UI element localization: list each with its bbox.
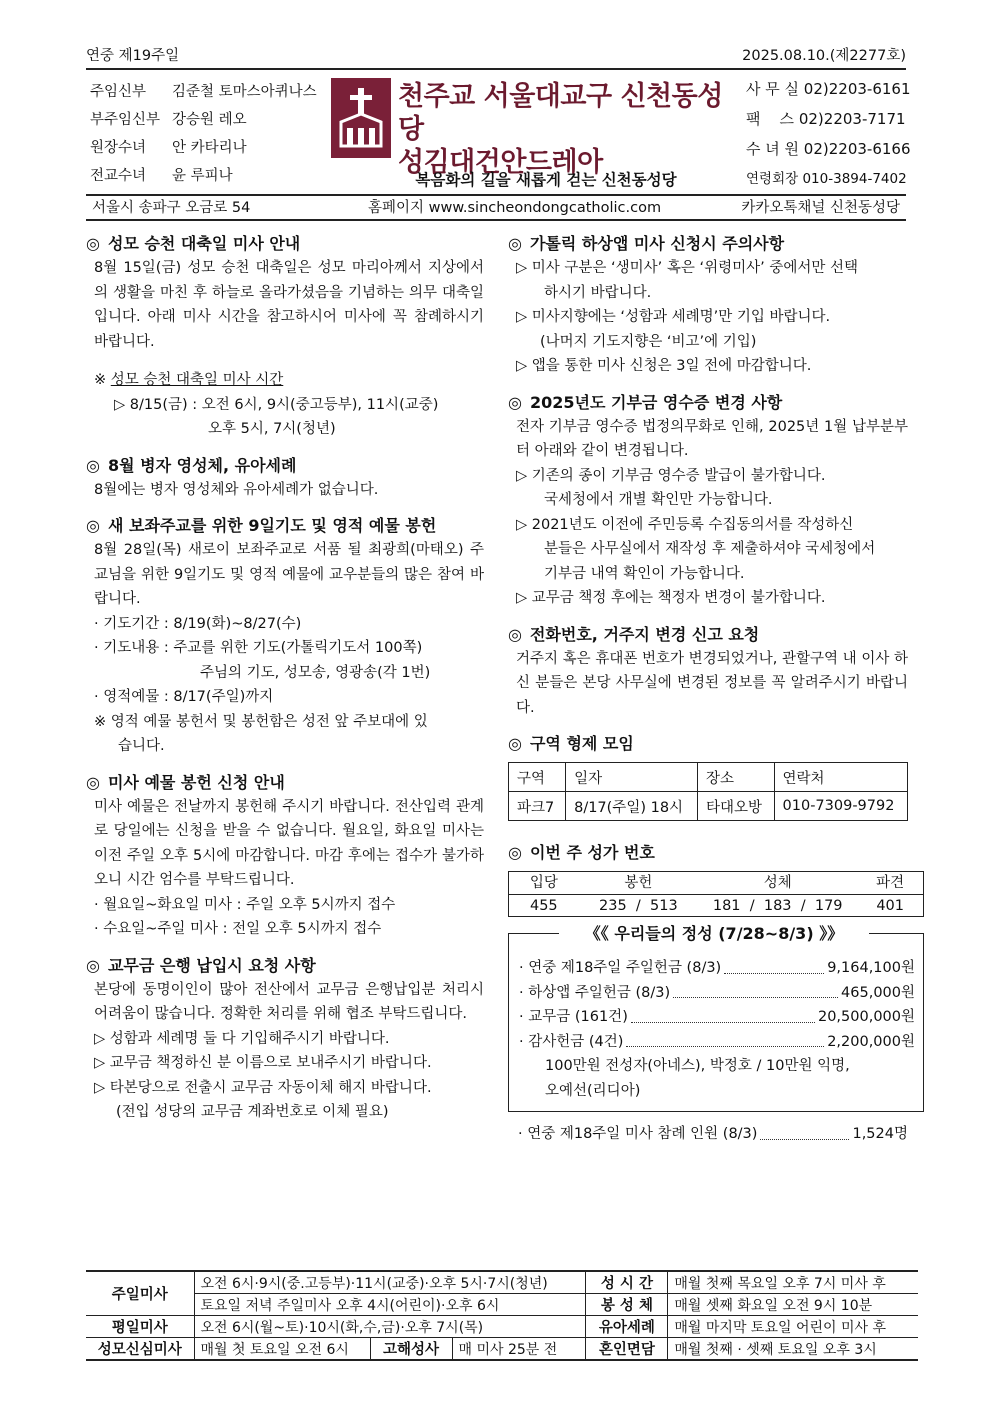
list-item: ▷ 2021년도 이전에 주민등록 수집동의서를 작성하신 (516, 516, 854, 533)
marriage-counsel-time: 매월 첫째 · 셋째 토요일 오후 3시 (668, 1338, 918, 1361)
donor-names: 오예선(리디아) (545, 1082, 641, 1099)
section-mass-intention (86, 771, 484, 942)
section-hymns (508, 841, 908, 917)
section-bank-payment (86, 954, 484, 1125)
section-assumption (86, 232, 484, 442)
section-title: ◎ 교무금 은행 납입시 요청 사항 (86, 955, 316, 975)
list-item: 주님의 기도, 성모송, 영광송(각 1번) (200, 664, 431, 681)
list-item: 분들은 사무실에서 재작성 후 제출하셔야 국세청에서 (544, 541, 876, 557)
marriage-counsel-label: 혼인면담 (586, 1338, 668, 1361)
contact-list (746, 74, 911, 194)
staff-row: 전교수녀 윤 루피나 (90, 168, 233, 184)
issue-line (86, 44, 906, 66)
communion-visit-label: 봉 성 체 (586, 1294, 668, 1316)
address-bar (86, 196, 906, 218)
list-item: 국세청에서 개별 확인만 가능합니다. (544, 492, 773, 508)
church-logo-icon (331, 78, 391, 158)
sub-heading: ※ 성모 승천 대축일 미사 시간 (94, 372, 284, 388)
list-item: (나머지 기도지향은 ‘비고’에 기입) (540, 333, 757, 350)
list-item: · 월요일~화요일 미사 : 주일 오후 5시까지 접수 (94, 896, 396, 913)
marian-mass-time: 매월 첫 토요일 오전 6시 (194, 1338, 370, 1361)
weekday-mass-label: 평일미사 (86, 1316, 194, 1338)
contact-fax: 팩 스 02)2203-7171 (746, 110, 906, 128)
list-item: · 기도내용 : 주교를 위한 기도(가톨릭기도서 100쪽) (94, 640, 423, 656)
church-slogan: 복음화의 길을 새롭게 걷는 신천동성당 (415, 171, 677, 189)
list-item: ▷ 교무금 책정하신 분 이름으로 보내주시기 바랍니다. (94, 1055, 432, 1071)
list-item: ▷ 기존의 종이 기부금 영수증 발급이 불가합니다. (516, 467, 826, 484)
section-body: 거주지 혹은 휴대폰 번호가 변경되었거나, 관할구역 내 이사 하신 분들은 본당 사무실에 변경된 정보를 꼭 알려주시기 바랍니다. (516, 650, 908, 716)
attendance-row: · 연중 제18주일 미사 참례 인원 (8/3) 1,524명 (508, 1122, 908, 1147)
list-item: ▷ 앱을 통한 미사 신청은 3일 전에 마감합니다. (516, 358, 812, 374)
section-title: ◎ 전화번호, 거주지 변경 신고 요청 (508, 624, 760, 644)
saturday-vigil-times: 토요일 저녁 주일미사 오후 4시(어린이)·오후 6시 (194, 1294, 586, 1316)
weekday-mass-times: 오전 6시(월~토)·10시(화,수,금)·오후 7시(목) (194, 1316, 586, 1338)
offerings-title: 《《 우리들의 정성 (7/28~8/3) 》》 (559, 922, 869, 946)
list-item: · 영적예물 : 8/17(주일)까지 (94, 689, 274, 705)
note: ※ 영적 예물 봉헌서 및 봉헌함은 성전 앞 주보대에 있 (94, 713, 428, 730)
offering-row: · 감사헌금 (4건) 2,200,000원 (519, 1030, 915, 1055)
offering-row: · 하상앱 주일헌금 (8/3) 465,000원 (519, 981, 915, 1006)
section-title: ◎ 새 보좌주교를 위한 9일기도 및 영적 예물 봉헌 (86, 516, 437, 535)
address: 서울시 송파구 오금로 54 (92, 200, 251, 216)
donor-names: 100만원 전성자(아네스), 박정호 / 10만원 익명, (545, 1058, 850, 1074)
mass-schedule (86, 1270, 918, 1361)
divider (86, 219, 906, 221)
list-item: ▷ 미사 구분은 ‘생미사’ 혹은 ‘위령미사’ 중에서만 선택 (516, 260, 858, 276)
section-sick-communion (86, 454, 484, 503)
section-title: ◎ 이번 주 성가 번호 (508, 843, 655, 862)
homepage-link[interactable]: 홈페이지 www.sincheondongcatholic.com (368, 200, 662, 216)
mass-time-line: 오후 5시, 7시(청년) (208, 421, 336, 437)
holy-hour-label: 성 시 간 (586, 1271, 668, 1294)
left-column (86, 232, 484, 1137)
contact-office: 사 무 실 02)2203-6161 (746, 80, 911, 98)
confession-label: 고해성사 (370, 1338, 452, 1361)
section-district-meeting (508, 732, 908, 821)
infant-baptism-time: 매월 마지막 토요일 어린이 미사 후 (668, 1316, 918, 1338)
section-title: ◎ 성모 승천 대축일 미사 안내 (86, 234, 301, 253)
staff-row: 부주임신부 강승원 레오 (90, 112, 247, 128)
church-logo (331, 78, 391, 158)
hymn-table (508, 871, 924, 917)
meeting-table (508, 762, 908, 821)
staff-row: 주임신부 김준철 토마스아퀴나스 (90, 84, 317, 100)
marian-mass-label: 성모신심미사 (86, 1338, 194, 1361)
list-item: · 수요일~주일 미사 : 전일 오후 5시까지 접수 (94, 921, 382, 937)
church-name: 천주교 서울대교구 신천동성당 성김대건안드레아 (398, 81, 723, 178)
mass-time-line: ▷ 8/15(금) : 오전 6시, 9시(중고등부), 11시(교중) (114, 396, 439, 413)
staff-list (90, 78, 340, 190)
list-item: ▷ 미사지향에는 ‘성함과 세례명’만 기입 바랍니다. (516, 309, 831, 325)
kakao-channel: 카카오톡채널 신천동성당 (741, 200, 900, 216)
divider (86, 68, 906, 70)
section-title: ◎ 8월 병자 영성체, 유아세례 (86, 455, 297, 475)
section-title: ◎ 구역 형제 모임 (508, 734, 634, 753)
contact-funeral: 연령회장 010-3894-7402 (746, 171, 907, 187)
right-column (508, 232, 915, 1147)
section-donation-receipt (508, 391, 908, 611)
list-item: ▷ 교무금 책정 후에는 책정자 변경이 불가합니다. (516, 590, 826, 606)
table-row: 파크7 8/17(주일) 18시 타대오방 010-7309-9792 (509, 792, 908, 821)
hymn-value-row: 455 235 / 513 181 / 183 / 179 401 (509, 894, 923, 916)
section-title: ◎ 가톨릭 하상앱 미사 신청시 주의사항 (508, 234, 785, 253)
note: 습니다. (118, 738, 165, 754)
schedule-table (86, 1270, 918, 1361)
list-item: (전입 성당의 교무금 계좌번호로 이체 필요) (116, 1104, 389, 1120)
issue-date: 2025.08.10.(제2277호) (742, 48, 906, 64)
bulletin-header (86, 74, 911, 194)
contact-convent: 수 녀 원 02)2203-6166 (746, 140, 911, 158)
list-item: ▷ 타본당으로 전출시 교무금 자동이체 해지 바랍니다. (94, 1079, 432, 1096)
section-body: 8월에는 병자 영성체와 유아세례가 없습니다. (94, 481, 379, 498)
section-title: ◎ 2025년도 기부금 영수증 변경 사항 (508, 392, 783, 412)
hymn-header-row: 입당 봉헌 성체 파견 (529, 875, 905, 891)
confession-time: 매 미사 25분 전 (452, 1338, 586, 1361)
offering-row: · 교무금 (161건) 20,500,000원 (519, 1005, 915, 1030)
list-item: · 기도기간 : 8/19(화)~8/27(수) (94, 615, 302, 632)
section-body: 전자 기부금 영수증 법정의무화로 인해, 2025년 1월 납부분부터 아래와 같이 변경됩니다. (516, 418, 908, 459)
sunday-mass-times: 오전 6시·9시(중.고등부)·11시(교중)·오후 5시·7시(청년) (194, 1271, 586, 1294)
list-item: ▷ 성함과 세례명 둘 다 기입해주시기 바랍니다. (94, 1030, 390, 1047)
offering-row: · 연중 제18주일 주일헌금 (8/3) 9,164,100원 (519, 956, 915, 981)
holy-hour-time: 매월 첫째 목요일 오후 7시 미사 후 (668, 1271, 918, 1294)
communion-visit-time: 매월 셋째 화요일 오전 9시 10분 (668, 1294, 918, 1316)
list-item: 기부금 내역 확인이 가능합니다. (544, 565, 745, 582)
section-title: ◎ 미사 예물 봉헌 신청 안내 (86, 772, 285, 792)
section-hasang-app (508, 232, 908, 379)
table-header-row: 구역 일자 장소 연락처 (509, 763, 908, 792)
staff-row: 원장수녀 안 카타리나 (90, 140, 247, 156)
section-body: 미사 예물은 전날까지 봉헌해 주시기 바랍니다. 전산입력 관계로 당일에는 신청을 받을 수 없습니다. 월요일, 화요일 미사는 이전 주일 오후 5시에 마감합니다. 마감 후에는 접수가 불가하오니 시간 엄수를 부탁드립니다. (94, 798, 484, 888)
section-address-change (508, 623, 908, 721)
liturgical-week: 연중 제19주일 (86, 48, 180, 64)
section-body: 본당에 동명이인이 많아 전산에서 교무금 은행납입분 처리시 어려움이 많습니다. 정확한 처리를 위해 협조 부탁드립니다. (94, 981, 484, 1022)
sunday-mass-label: 주일미사 (86, 1271, 194, 1316)
section-novena (86, 514, 484, 759)
section-body: 8월 28일(목) 새로이 보좌주교로 서품 될 최광희(마태오) 주교님을 위한 9일기도 및 영적 예물에 교우분들의 많은 참여 바랍니다. (94, 542, 484, 607)
offerings-box (508, 924, 924, 1112)
list-item: 하시기 바랍니다. (544, 284, 652, 301)
infant-baptism-label: 유아세례 (586, 1316, 668, 1338)
section-body: 8월 15일(금) 성모 승천 대축일은 성모 마리아께서 지상에서의 생활을 마친 후 하늘로 올라가셨음을 기념하는 의무 대축일입니다. 아래 미사 시간을 참고하시어 미사에 꼭 참례하시기 바랍니다. (94, 260, 484, 350)
